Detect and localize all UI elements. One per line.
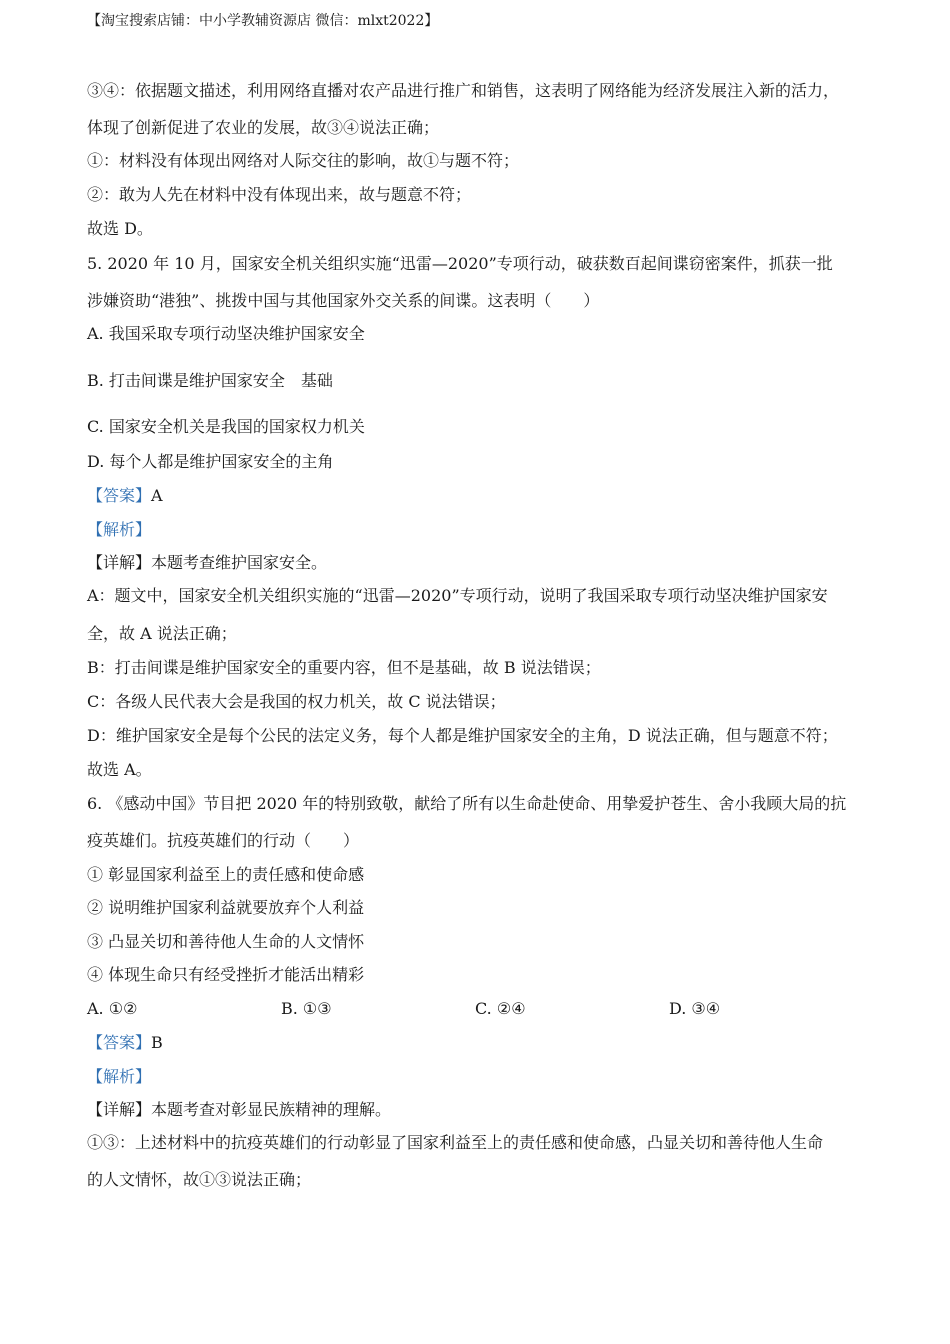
q5-stem: 5. 2020 年 10 月，国家安全机关组织实施“迅雷—2020”专项行动，破获数百起间谍窃密案件，抓获一批 [87, 254, 833, 273]
q6-analysis-label: 【解析】 [87, 1067, 152, 1086]
q5-answer [87, 485, 163, 507]
q5-option-d: D. 每个人都是维护国家安全的主角 [87, 452, 334, 471]
q6-detail: 【详解】本题考查对彰显民族精神的理解。 [87, 1100, 392, 1119]
answer-label: 【答案】 [87, 486, 152, 505]
q5-detail: 【详解】本题考查维护国家安全。 [87, 553, 328, 572]
q6-choice-c: C. ②④ [475, 999, 526, 1018]
q5-explain-c: C：各级人民代表大会是我国的权力机关，故 C 说法错误； [87, 692, 506, 711]
answer-label: 【答案】 [87, 1033, 152, 1052]
q5-option-c: C. 国家安全机关是我国的国家权力机关 [87, 417, 365, 436]
q4-explanation-line: ②：敢为人先在材料中没有体现出来，故与题意不符； [87, 185, 472, 204]
q5-explain-a: A：题文中，国家安全机关组织实施的“迅雷—2020”专项行动，说明了我国采取专项行动坚决维护国家安 [87, 586, 828, 605]
q5-conclusion: 故选 A。 [87, 760, 152, 779]
q6-explain: ①③：上述材料中的抗疫英雄们的行动彰显了国家利益至上的责任感和使命感，凸显关切和善待他人生命 [87, 1133, 824, 1152]
q5-explain-b: B：打击间谍是维护国家安全的重要内容，但不是基础，故 B 说法错误； [87, 658, 601, 677]
q6-stem: 疫英雄们。抗疫英雄们的行动（ ） [87, 831, 360, 850]
q4-explanation-line: ③④：依据题文描述，利用网络直播对农产品进行推广和销售，这表明了网络能为经济发展注入新的活力， [87, 81, 840, 100]
q4-explanation-line: ①：材料没有体现出网络对人际交往的影响，故①与题不符； [87, 151, 520, 170]
q5-explain-d: D：维护国家安全是每个公民的法定义务，每个人都是维护国家安全的主角，D 说法正确，但与题意不符； [87, 726, 838, 745]
q6-answer [87, 1032, 163, 1054]
q6-item: ② 说明维护国家利益就要放弃个人利益 [87, 898, 365, 917]
q6-item: ③ 凸显关切和善待他人生命的人文情怀 [87, 932, 365, 951]
q6-item: ① 彰显国家利益至上的责任感和使命感 [87, 865, 365, 884]
q5-option-a: A. 我国采取专项行动坚决维护国家安全 [87, 324, 365, 343]
answer-value: A [151, 486, 163, 505]
q5-explain-a: 全，故 A 说法正确； [87, 624, 237, 643]
q5-option-b: B. 打击间谍是维护国家安全 基础 [87, 371, 333, 390]
q6-stem: 6. 《感动中国》节目把 2020 年的特别致敬，献给了所有以生命赴使命、用挚爱护苍生、舍小我顾大局的抗 [87, 794, 847, 813]
q6-item: ④ 体现生命只有经受挫折才能活出精彩 [87, 965, 365, 984]
q5-stem: 涉嫌资助“港独”、挑拨中国与其他国家外交关系的间谍。这表明（ ） [87, 291, 600, 310]
q4-conclusion: 故选 D。 [87, 219, 153, 238]
q6-explain: 的人文情怀，故①③说法正确； [87, 1170, 312, 1189]
q6-choice-d: D. ③④ [669, 999, 721, 1018]
answer-value: B [151, 1033, 163, 1052]
q6-choice-b: B. ①③ [281, 999, 332, 1018]
page-header: 【淘宝搜索店铺：中小学教辅资源店 微信：mlxt2022】 [87, 13, 439, 29]
q4-explanation-line: 体现了创新促进了农业的发展，故③④说法正确； [87, 118, 440, 137]
q6-choice-a: A. ①② [87, 999, 138, 1018]
q5-analysis-label: 【解析】 [87, 520, 152, 539]
